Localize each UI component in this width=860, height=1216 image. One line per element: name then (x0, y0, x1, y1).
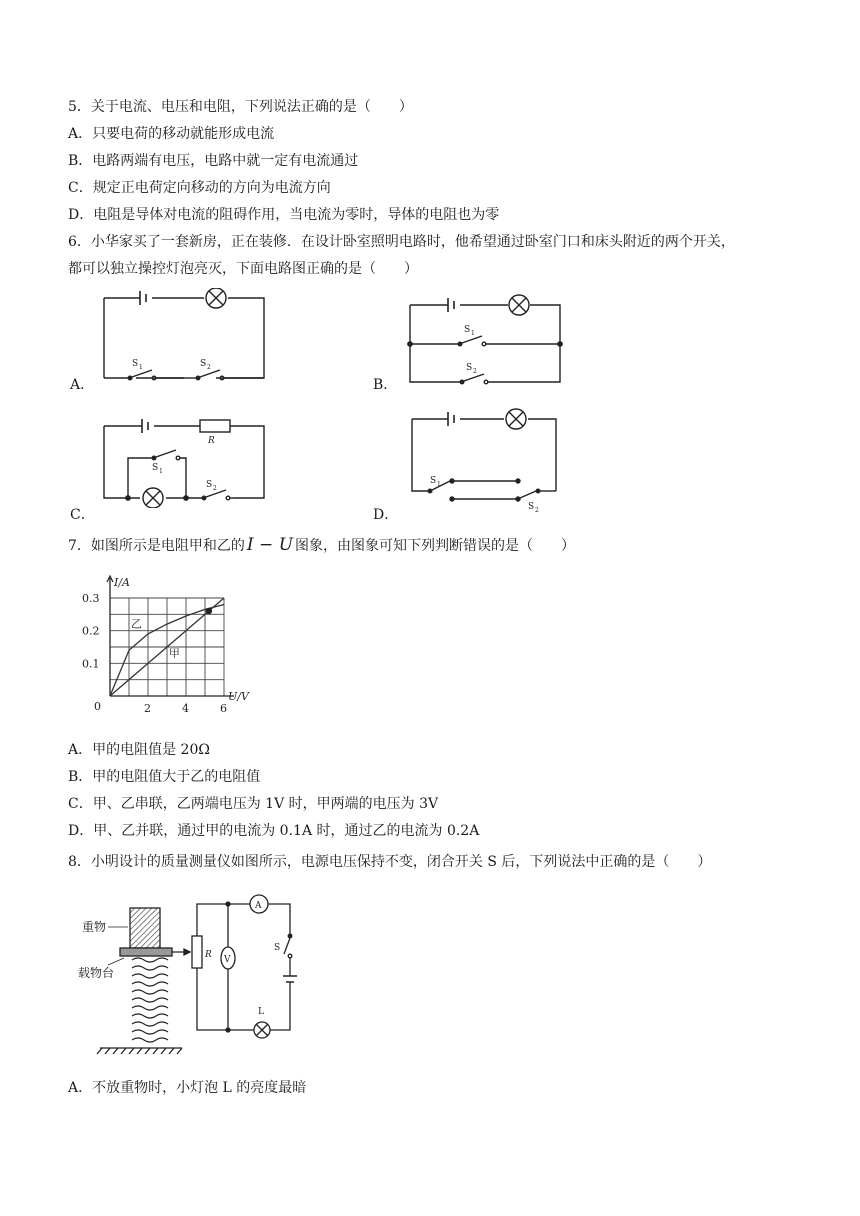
q7-stem (68, 535, 575, 556)
graph-axes (107, 576, 234, 696)
circuit-d (400, 405, 570, 515)
switch-s2-icon (520, 491, 536, 498)
switch-s1-icon (156, 450, 176, 457)
y-axis-label: I/A (114, 576, 130, 589)
q6-stem-line2: 都可以独立操控灯泡亮灭，下面电路图正确的是（ ） (68, 261, 418, 277)
q7-option-b: B．甲的电阻值大于乙的电阻值 (68, 769, 261, 785)
svg-text:L: L (258, 1007, 264, 1017)
svg-text:1: 1 (139, 364, 143, 371)
svg-text:R: R (205, 950, 212, 960)
q8-option-a: A．不放重物时，小灯泡 L 的亮度最暗 (68, 1080, 307, 1096)
origin-label: 0 (94, 700, 101, 713)
label-jia: 甲 (168, 646, 180, 660)
x-tick-label: 2 (144, 702, 151, 715)
svg-text:2: 2 (213, 485, 217, 492)
svg-text:2: 2 (207, 364, 211, 371)
svg-text:S: S (464, 325, 471, 335)
svg-text:2: 2 (535, 507, 539, 514)
svg-text:S: S (206, 480, 213, 490)
q8-stem: 8．小明设计的质量测量仪如图所示，电源电压保持不变，闭合开关 S 后，下列说法中正确的是（ ） (68, 854, 712, 870)
y-tick-label: 0.2 (82, 624, 100, 638)
q7-stem-tail: 图象，由图象可知下列判断错误的是（ ） (295, 538, 576, 554)
svg-text:A: A (255, 901, 262, 911)
switch-s2-icon (464, 374, 484, 381)
battery-icon (448, 298, 454, 312)
q5-option-d: D．电阻是导体对电流的阻碍作用，当电流为零时，导体的电阻也为零 (68, 207, 500, 223)
mass-meter-figure (72, 880, 312, 1060)
intersection-point (206, 608, 212, 614)
x-tick-label: 6 (220, 702, 227, 715)
svg-text:S: S (430, 476, 437, 486)
x-tick-label: 4 (182, 702, 189, 715)
q6-stem-line1: 6．小华家买了一套新房，正在装修．在设计卧室照明电路时，他希望通过卧室门口和床头附近的两个开关， (68, 234, 735, 250)
svg-text:S: S (152, 463, 159, 473)
svg-text:R: R (208, 436, 215, 446)
q7-option-a: A．甲的电阻值是 20Ω (68, 742, 210, 758)
q5-option-c: C．规定正电荷定向移动的方向为电流方向 (68, 180, 331, 196)
q6-label-b: B． (373, 377, 398, 393)
circuit-c (96, 414, 272, 508)
q6-label-c: C． (70, 507, 95, 523)
svg-text:1: 1 (437, 481, 441, 488)
platform (120, 948, 172, 956)
svg-text:V: V (224, 955, 231, 965)
battery-icon (283, 976, 297, 982)
rheostat-icon (192, 936, 202, 968)
q6-label-d: D． (373, 507, 399, 523)
y-tick-label: 0.1 (82, 657, 100, 671)
switch-s2-icon (200, 370, 220, 377)
svg-text:1: 1 (471, 330, 475, 337)
q5-option-a: A．只要电荷的移动就能形成电流 (68, 126, 275, 142)
switch-s1-icon (132, 370, 152, 377)
svg-text:1: 1 (159, 468, 163, 475)
x-axis-label: U/V (228, 690, 249, 703)
svg-text:S: S (466, 363, 473, 373)
label-yi: 乙 (130, 617, 142, 631)
q5-stem: 5．关于电流、电压和电阻，下列说法正确的是（ ） (68, 99, 413, 115)
spring-icon (132, 958, 168, 1042)
q7-option-c: C．甲、乙串联，乙两端电压为 1V 时，甲两端的电压为 3V (68, 796, 439, 812)
s2-label: S (200, 359, 207, 369)
switch-s1-icon (462, 336, 482, 343)
svg-text:2: 2 (473, 368, 477, 375)
weight-label: 重物 (82, 920, 107, 934)
y-tick-label: 0.3 (82, 592, 100, 605)
svg-text:S: S (528, 502, 535, 512)
q5-option-b: B．电路两端有电压，电路中就一定有电流通过 (68, 153, 359, 169)
s1-label: S (132, 359, 139, 369)
svg-text:S: S (274, 943, 281, 953)
battery-icon (140, 291, 146, 305)
platform-label: 载物台 (78, 966, 115, 980)
resistor-icon (200, 420, 230, 432)
q7-stem-math: I − U (246, 535, 294, 555)
circuit-b (400, 290, 570, 390)
q6-label-a: A． (70, 377, 95, 393)
iu-graph (80, 572, 256, 724)
q7-stem-head: 7．如图所示是电阻甲和乙的 (68, 538, 245, 554)
weight-block (130, 908, 160, 948)
battery-icon (142, 419, 148, 433)
switch-s-icon (284, 938, 290, 954)
q7-option-d: D．甲、乙并联，通过甲的电流为 0.1A 时，通过乙的电流为 0.2A (68, 823, 480, 839)
battery-icon (448, 412, 454, 426)
circuit-a (96, 288, 272, 388)
